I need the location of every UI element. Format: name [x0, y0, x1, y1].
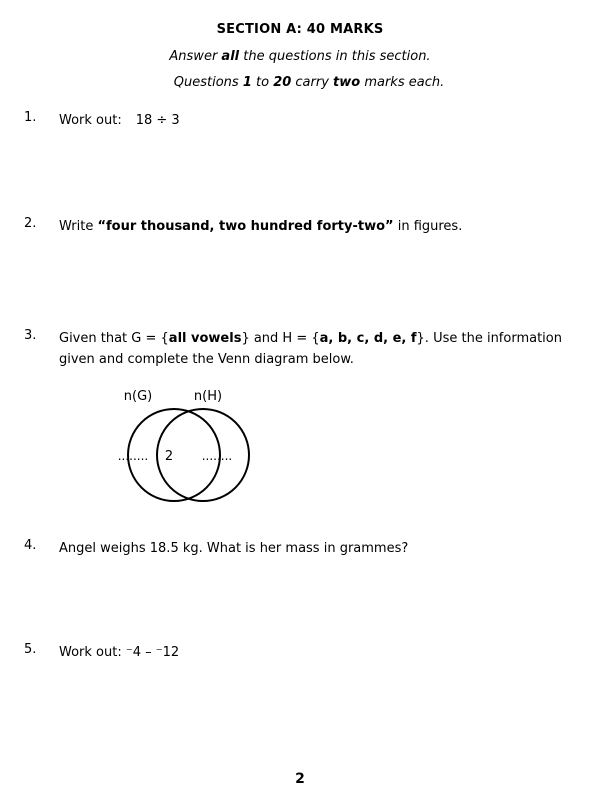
venn-intersection-value: 2 [164, 449, 174, 464]
page-number: 2 [295, 771, 305, 787]
venn-right-region: ........ [201, 449, 233, 463]
question-3-text: Given that G = {all vowels} and H = {a, b, c, d, e, f}. Use the information given and complete the Venn diagram below. [59, 331, 562, 367]
question-5-text: Work out: ⁻4 – ⁻12 [59, 645, 180, 660]
question-2-number: 2. [24, 216, 37, 231]
question-1-number: 1. [24, 110, 37, 125]
instruction-line-2: Questions 1 to 20 carry two marks each. [173, 75, 445, 90]
section-title: SECTION A: 40 MARKS [216, 22, 384, 37]
venn-label-h: n(H) [193, 389, 223, 404]
venn-label-g: n(G) [123, 389, 153, 404]
question-5-number: 5. [24, 642, 37, 657]
instruction-line-1: Answer all the questions in this section. [169, 49, 431, 64]
venn-left-region: ........ [117, 449, 149, 463]
question-5-expression: ⁻4 – ⁻12 [125, 645, 180, 660]
question-3-number: 3. [24, 328, 37, 343]
question-2-text: Write “four thousand, two hundred forty-two” in figures. [59, 219, 463, 234]
venn-diagram [90, 380, 270, 510]
question-1-expression: 18 ÷ 3 [135, 113, 180, 128]
question-1-text: Work out: 18 ÷ 3 [59, 113, 180, 128]
question-4-text: Angel weighs 18.5 kg. What is her mass in grammes? [59, 541, 409, 556]
question-4-number: 4. [24, 538, 37, 553]
